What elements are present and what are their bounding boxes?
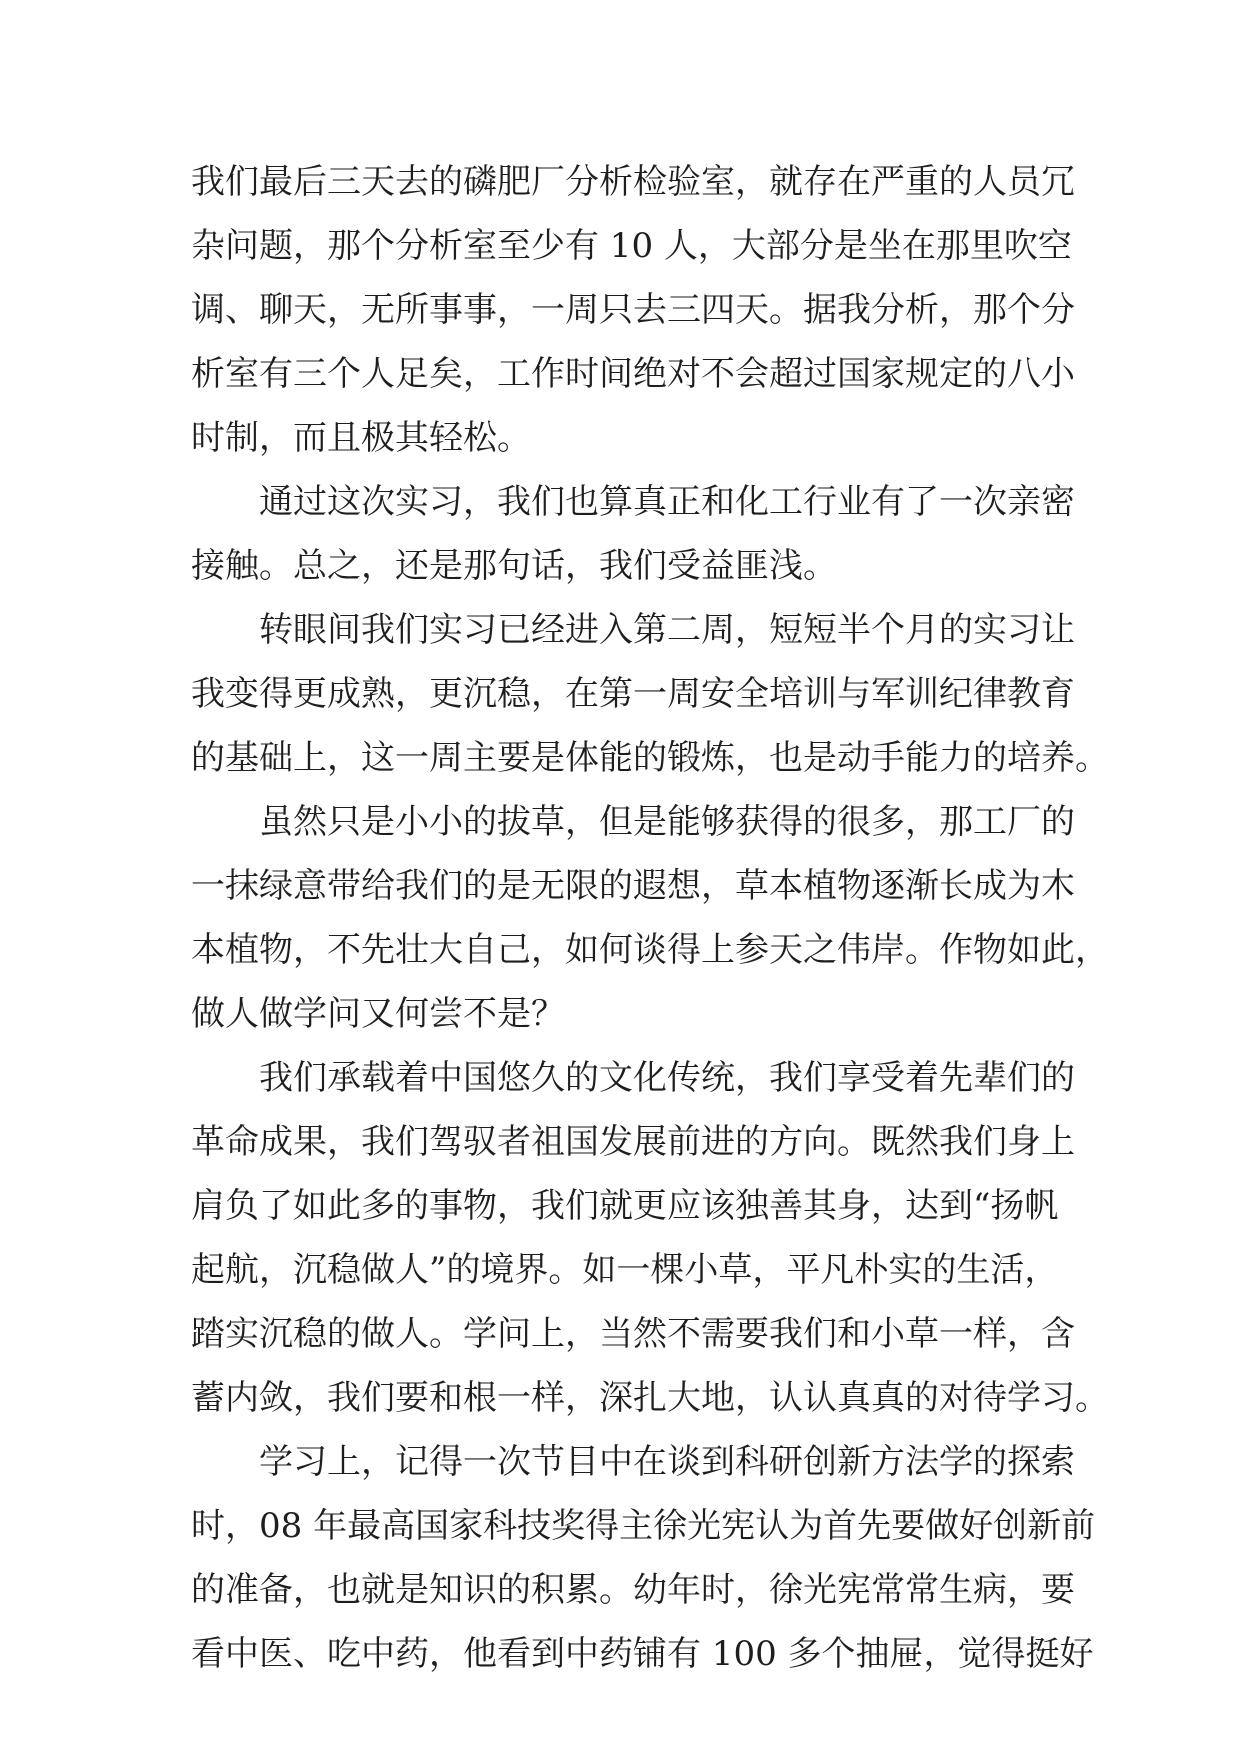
paragraph-first-line: 学习上，记得一次节目中在谈到科研创新方法学的探索 xyxy=(259,1442,1075,1482)
paragraph-6 xyxy=(191,1430,1096,1686)
paragraph-line: 我们最后三天去的磷肥厂分析检验室，就存在严重的人员冗 xyxy=(191,162,1075,202)
paragraph-line: 的准备，也就是知识的积累。幼年时，徐光宪常常生病，要 xyxy=(191,1570,1075,1610)
paragraph-line: 时制，而且极其轻松。 xyxy=(191,418,531,458)
paragraph-first-line: 我们承载着中国悠久的文化传统，我们享受着先辈们的 xyxy=(259,1058,1075,1098)
paragraph-2 xyxy=(191,470,1075,598)
paragraph-line: 的基础上，这一周主要是体能的锻炼，也是动手能力的培养。 xyxy=(191,738,1109,778)
paragraph-line: 调、聊天，无所事事，一周只去三四天。据我分析，那个分 xyxy=(191,290,1075,330)
paragraph-line: 革命成果，我们驾驭者祖国发展前进的方向。既然我们身上 xyxy=(191,1122,1075,1162)
paragraph-line: 一抹绿意带给我们的是无限的遐想，草本植物逐渐长成为木 xyxy=(191,866,1075,906)
paragraph-line: 踏实沉稳的做人。学问上，当然不需要我们和小草一样，含 xyxy=(191,1314,1075,1354)
document-body xyxy=(191,150,1109,1686)
paragraph-line: 起航，沉稳做人”的境界。如一棵小草，平凡朴实的生活， xyxy=(191,1250,1059,1290)
paragraph-line: 本植物，不先壮大自己，如何谈得上参天之伟岸。作物如此， xyxy=(191,930,1109,970)
paragraph-line: 肩负了如此多的事物，我们就更应该独善其身，达到“扬帆 xyxy=(191,1186,1059,1226)
paragraph-line: 接触。总之，还是那句话，我们受益匪浅。 xyxy=(191,546,837,586)
paragraph-5 xyxy=(191,1046,1109,1430)
paragraph-4 xyxy=(191,790,1109,1046)
paragraph-line: 做人做学问又何尝不是？ xyxy=(191,994,565,1034)
paragraph-line: 析室有三个人足矣，工作时间绝对不会超过国家规定的八小 xyxy=(191,354,1075,394)
paragraph-3 xyxy=(191,598,1109,790)
paragraph-line: 看中医、吃中药，他看到中药铺有 100 多个抽屉，觉得挺好 xyxy=(191,1634,1094,1674)
paragraph-line: 杂问题，那个分析室至少有 10 人，大部分是坐在那里吹空 xyxy=(191,226,1072,266)
paragraph-first-line: 虽然只是小小的拔草，但是能够获得的很多，那工厂的 xyxy=(259,802,1075,842)
paragraph-line: 我变得更成熟，更沉稳，在第一周安全培训与军训纪律教育 xyxy=(191,674,1075,714)
paragraph-1 xyxy=(191,150,1075,470)
paragraph-line: 时，08 年最高国家科技奖得主徐光宪认为首先要做好创新前 xyxy=(191,1506,1096,1546)
paragraph-first-line: 转眼间我们实习已经进入第二周，短短半个月的实习让 xyxy=(259,610,1075,650)
paragraph-first-line: 通过这次实习，我们也算真正和化工行业有了一次亲密 xyxy=(259,482,1075,522)
paragraph-line: 蓄内敛，我们要和根一样，深扎大地，认认真真的对待学习。 xyxy=(191,1378,1109,1418)
